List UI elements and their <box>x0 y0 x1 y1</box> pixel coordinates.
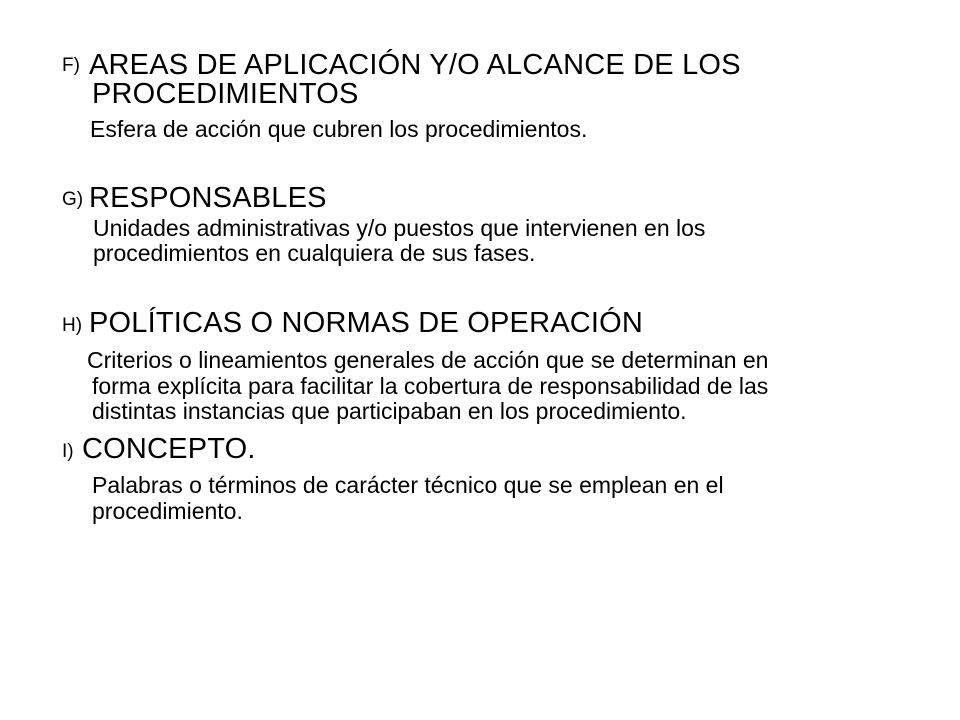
section-g-heading: RESPONSABLES <box>89 182 327 214</box>
section-g-letter: G) <box>62 189 84 210</box>
section-i-letter: I) <box>62 441 74 462</box>
section-h-heading: POLÍTICAS O NORMAS DE OPERACIÓN <box>89 307 644 339</box>
section-f-heading-line-2: PROCEDIMIENTOS <box>92 78 359 110</box>
section-h-description-line-1: Criterios o lineamientos generales de acción que se determinan en <box>87 347 769 373</box>
section-f-heading-line-1: AREAS DE APLICACIÓN Y/O ALCANCE DE LOS <box>89 49 741 81</box>
section-g-description-line-1: Unidades administrativas y/o puestos que intervienen en los <box>93 215 706 241</box>
section-f-description-line-1: Esfera de acción que cubren los procedimientos. <box>90 116 588 142</box>
section-i-description-line-1: Palabras o términos de carácter técnico que se emplean en el <box>92 472 724 498</box>
section-f-letter: F) <box>62 55 80 76</box>
section-h-description-line-2: forma explícita para facilitar la cobertura de responsabilidad de las <box>92 373 769 399</box>
section-i-heading: CONCEPTO. <box>82 433 256 465</box>
section-g-description-line-2: procedimientos en cualquiera de sus fases. <box>93 240 536 266</box>
section-i-description-line-2: procedimiento. <box>92 498 243 524</box>
section-h-description-line-3: distintas instancias que participaban en los procedimiento. <box>92 398 687 424</box>
section-h-letter: H) <box>62 315 83 336</box>
